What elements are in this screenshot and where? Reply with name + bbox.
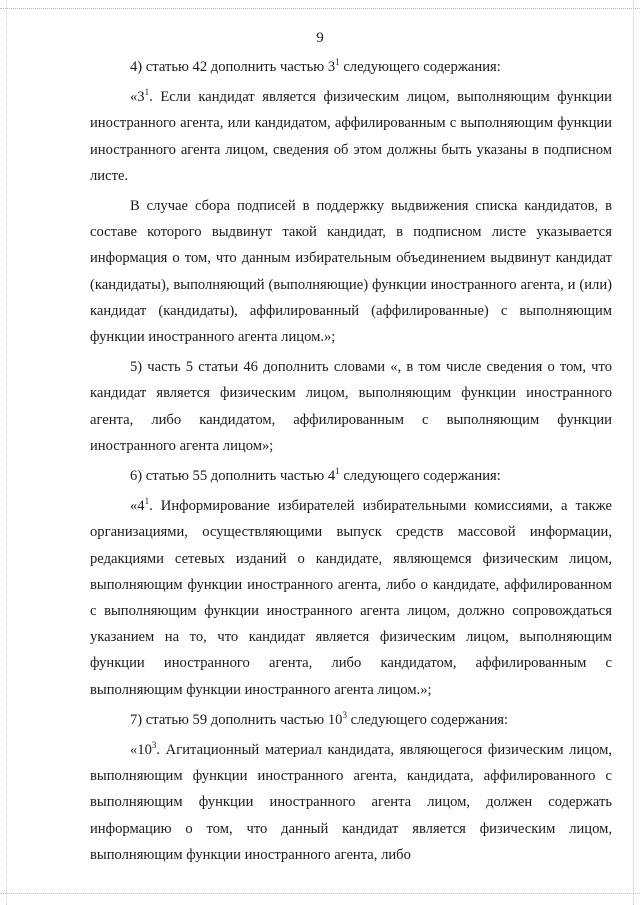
scan-edge-right <box>633 0 634 905</box>
paragraph-text: следующего содержания: <box>339 59 501 75</box>
superscript-index: 1 <box>144 87 150 98</box>
paragraph-text: 7) статью 59 дополнить частью 10 <box>130 711 343 728</box>
paragraph <box>90 463 612 489</box>
superscript-index: 3 <box>342 709 347 720</box>
paragraph-text: . Информирование избирателей избирательными комиссиями, а также организациями, осуществляющими выпуск средств массовой информации, редакциями сетевых изданий о кандидате, являющемся физическим лицом, выполняющим функции иностранного агента, либо о кандидате, аффилированном с выполняющим функции иностранного агента лицом, должно сопровождаться указанием на то, что кандидат является физическим лицом, выполняющим функции иностранного агента, либо кандидатом, аффилированным с выполняющим функции иностранного агента лицом.»; <box>90 498 612 698</box>
paragraph <box>90 84 612 189</box>
superscript-index: 1 <box>335 466 340 477</box>
document-body <box>90 54 612 868</box>
superscript-index: 3 <box>151 740 157 751</box>
paragraph-text: . Если кандидат является физическим лицом, выполняющим функции иностранного агента, или кандидатом, аффилированным с выполняющим функции иностранного агента лицом, сведения об этом должны быть указаны в подписном листе. <box>90 89 612 184</box>
paragraph <box>90 193 612 350</box>
page-number: 9 <box>316 30 324 46</box>
paragraph-text: «3 <box>130 89 145 106</box>
scan-edge-top <box>0 8 640 9</box>
paragraph <box>90 707 612 733</box>
paragraph-text: В случае сбора подписей в поддержку выдвижения списка кандидатов, в составе которого выдвинут такой кандидат, в подписном листе указывается информация о том, что данным избирательным объединением выдвинут кандидат (кандидаты), выполняющий (выполняющие) функции иностранного агента, и (или) кандидат (кандидаты), аффилированный (аффилированные) с выполняющим функции иностранного агента лицом.»; <box>90 198 612 346</box>
paragraph-text: «10 <box>130 742 152 759</box>
paragraph-text: 4) статью 42 дополнить частью 3 <box>130 59 336 75</box>
paragraph <box>90 737 612 868</box>
scan-edge-left <box>6 0 7 905</box>
paragraph-text: следующего содержания: <box>339 468 501 485</box>
paragraph-text: 6) статью 55 дополнить частью 4 <box>130 468 336 485</box>
paragraph-text: . Агитационный материал кандидата, являющегося физическим лицом, выполняющим функции иностранного агента, кандидата, аффилированного с выполняющим функции иностранного агента лицом, должен содержать информацию о том, что данный кандидат является физическим лицом, выполняющим функции иностранного агента, либо <box>90 742 612 863</box>
superscript-index: 1 <box>335 57 340 67</box>
paragraph-text: следующего содержания: <box>346 711 509 728</box>
paragraph <box>90 493 612 703</box>
paragraph-text: «4 <box>130 498 145 515</box>
scan-edge-bottom <box>0 893 640 894</box>
paragraph <box>90 54 612 80</box>
paragraph-text: 5) часть 5 статьи 46 дополнить словами «, в том числе сведения о том, что кандидат является физическим лицом, выполняющим функции иностранного агента, либо кандидатом, аффилированным с выполняющим функции иностранного агента лицом»; <box>90 359 612 454</box>
superscript-index: 1 <box>144 496 150 507</box>
paragraph <box>90 354 612 459</box>
